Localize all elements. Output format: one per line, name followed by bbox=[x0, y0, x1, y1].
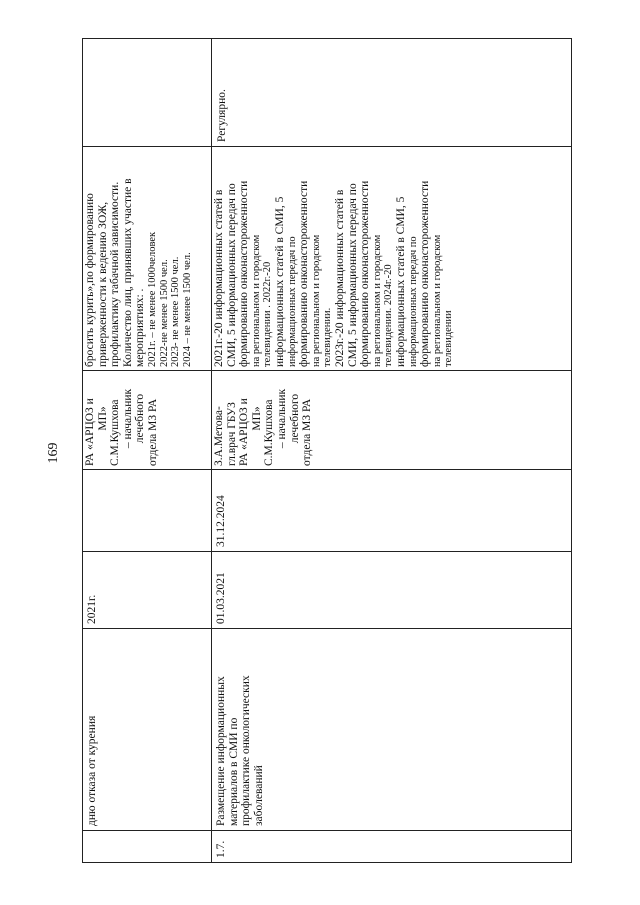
row1-start: 2021г. bbox=[86, 594, 98, 624]
row1-responsible: РА «АРЦОЗ и МП» С.М.Кушхова – начальник лечебного отдела МЗ РА bbox=[84, 388, 159, 466]
table-border-right bbox=[571, 38, 572, 862]
table-border-top bbox=[82, 38, 572, 39]
col-divider-end bbox=[82, 551, 572, 552]
col-divider-responsible bbox=[82, 469, 572, 470]
table-border-bottom bbox=[82, 862, 572, 863]
row2-event: Размещение информационных материалов в СМИ по профилактике онкологических заболеваний bbox=[215, 675, 265, 826]
page-number: 169 bbox=[46, 442, 61, 464]
row2-start: 01.03.2021 bbox=[215, 572, 227, 624]
table-border-left bbox=[82, 38, 83, 862]
row-divider bbox=[211, 38, 212, 862]
row2-indicator: 2021г.-20 информационных статей в СМИ, 5 информационных передач по формированию онконастороженности на региональном и городском телевидении . 2022г.-20 информационных статей в СМИ, 5 информационных передач по формированию онконастороженности на региональном и городском телевидении. 2023г.-20 информационных статей в СМИ, 5 информационных передач по формированию онконастороженности на региональном и городском телевидении. 2024г.-20 информационных статей в СМИ, 5 информационных передач по формированию онконастороженности на региональном и городском телевидении bbox=[213, 180, 455, 367]
row2-end: 31.12.2024 bbox=[215, 495, 227, 547]
row2-responsible: З.А.Метова- гл.врач ГБУЗ РА «АРЦОЗ и МП» С.М.Кушхова – начальник лечебного отдела МЗ РА bbox=[213, 388, 314, 466]
col-divider-event bbox=[82, 830, 572, 831]
row1-periodicity: Регулярно. bbox=[216, 89, 228, 142]
row2-num: 1.7. bbox=[215, 840, 227, 858]
col-divider-start bbox=[82, 628, 572, 629]
row1-event: дню отказа от курения bbox=[86, 715, 98, 826]
row1-indicator: бросить курить»,по формированию приверженности к ведению ЗОЖ, профилактику табачной зависимости. Количество лиц, принявших участие в мероприятиях: . 2021г. – не менее 1000человек 2022-не менее 1500 чел. 2023- не менее 1500 чел. 2024 – не менее 1500 чел. bbox=[84, 178, 193, 367]
